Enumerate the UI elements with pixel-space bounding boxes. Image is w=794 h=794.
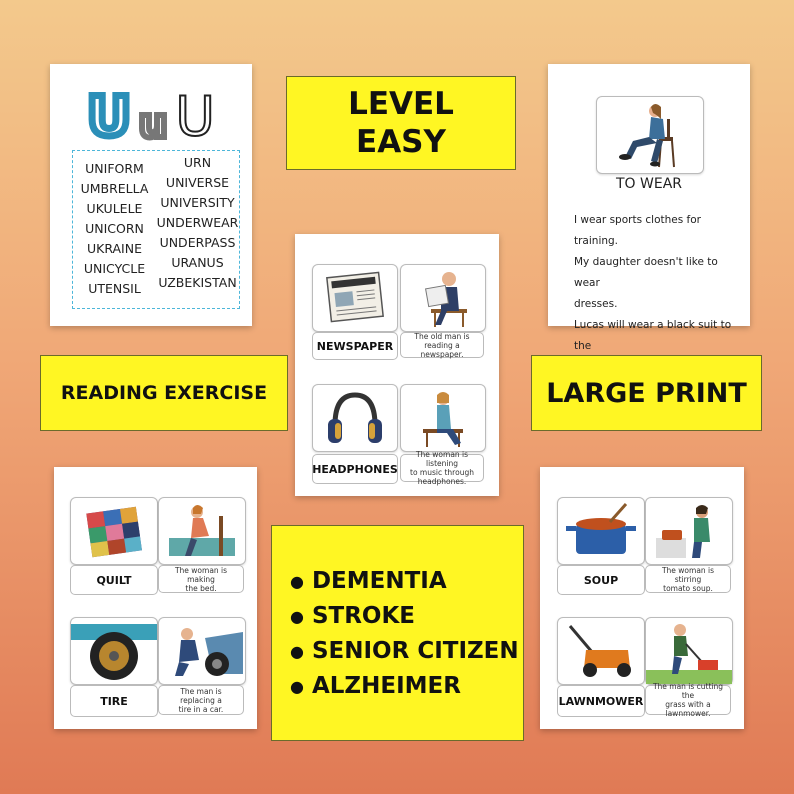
soup-lawnmower-card <box>540 467 744 729</box>
sentence-line: tire in a car. <box>178 704 224 714</box>
word-item: UNIFORM <box>85 161 144 176</box>
sentence-line: Lucas will wear a black suit to the <box>574 319 732 352</box>
soup-picture-frame <box>557 497 645 565</box>
lawnmower-sentence <box>645 682 731 718</box>
lawnmower-picture-frame <box>557 617 645 685</box>
bullet-item: ● STROKE <box>290 599 519 634</box>
newspaper-icon <box>313 265 397 331</box>
sentence-line: dresses. <box>574 298 618 310</box>
letter-u-card <box>50 64 252 326</box>
sentence-line: newspaper. <box>420 349 464 359</box>
headphones-icon <box>313 385 397 451</box>
sentence-line: grass with a <box>665 700 711 709</box>
woman-putting-on-shoe-icon <box>597 97 703 173</box>
to-wear-card <box>548 64 750 352</box>
uppercase-u-blue: U <box>87 85 131 148</box>
woman-stirring-soup-frame <box>645 497 733 565</box>
woman-making-bed-frame <box>158 497 246 565</box>
bullet-text: SENIOR CITIZEN <box>311 638 519 664</box>
bullet-item: ● ALZHEIMER <box>290 669 519 704</box>
lowercase-u-gray: u <box>138 101 168 147</box>
word-item: URANUS <box>171 255 224 270</box>
sentence-line: lawnmower. <box>665 709 711 718</box>
woman-making-bed-icon <box>159 498 245 564</box>
tire-word-label: TIRE <box>70 685 158 717</box>
headphones-sentence <box>400 450 484 486</box>
quilt-tire-card <box>54 467 257 729</box>
bullet-text: ALZHEIMER <box>311 673 461 699</box>
old-man-reading-frame <box>400 264 486 332</box>
headphones-word-label: HEADPHONES <box>312 454 398 484</box>
soup-pot-icon <box>558 498 644 564</box>
headphones-picture-frame <box>312 384 398 452</box>
wear-sentences <box>574 210 744 378</box>
sentence-line: The man is replacing a <box>180 686 222 705</box>
bullet-item: ● DEMENTIA <box>290 564 519 599</box>
word-item: UNICORN <box>85 221 144 236</box>
tire-icon <box>71 618 157 684</box>
word-item: URN <box>183 155 212 170</box>
word-item: UKULELE <box>86 201 143 216</box>
man-cutting-grass-icon <box>646 618 732 684</box>
easy-text: EASY <box>356 124 446 160</box>
bullet-text: DEMENTIA <box>311 568 447 594</box>
quilt-sentence <box>158 565 244 593</box>
bullet-text: STROKE <box>311 603 416 629</box>
woman-listening-frame <box>400 384 486 452</box>
word-column-left <box>73 151 156 308</box>
sentence-line: My daughter doesn't like to wear <box>574 256 718 289</box>
soup-sentence <box>645 565 731 593</box>
man-replacing-tire-icon <box>159 618 245 684</box>
newspaper-word-label: NEWSPAPER <box>312 332 398 360</box>
sentence-line: I wear sports clothes for training. <box>574 214 701 247</box>
newspaper-headphones-card <box>295 234 499 496</box>
sentence-line: the bed. <box>185 583 217 593</box>
sentence-line: tomato soup. <box>663 583 713 593</box>
lawnmower-icon <box>558 618 644 684</box>
wear-title: TO WEAR <box>615 176 682 192</box>
reading-exercise-label: READING EXERCISE <box>40 355 288 431</box>
level-easy-label <box>286 76 516 170</box>
quilt-icon <box>71 498 157 564</box>
woman-stirring-soup-icon <box>646 498 732 564</box>
word-item: UTENSIL <box>88 281 141 296</box>
word-column-right <box>156 151 239 308</box>
soup-word-label: SOUP <box>557 565 645 595</box>
word-item: UKRAINE <box>86 241 142 256</box>
word-item: UNDERPASS <box>159 235 236 250</box>
letter-row <box>50 85 252 148</box>
man-replacing-tire-frame <box>158 617 246 685</box>
large-print-label: LARGE PRINT <box>531 355 762 431</box>
sentence-line: The woman is making <box>174 565 228 584</box>
wear-picture-frame <box>596 96 704 174</box>
word-list-box <box>72 150 240 309</box>
word-item: UNIVERSITY <box>160 195 235 210</box>
tire-sentence <box>158 685 244 715</box>
bullet-item: ● SENIOR CITIZEN <box>290 634 519 669</box>
woman-listening-music-icon <box>401 385 485 451</box>
conditions-panel <box>271 525 524 741</box>
level-text: LEVEL <box>348 86 454 122</box>
newspaper-sentence <box>400 332 484 358</box>
word-item: UMBRELLA <box>80 181 149 196</box>
quilt-word-label: QUILT <box>70 565 158 595</box>
sentence-line: The old man is reading a <box>414 331 470 350</box>
word-item: UZBEKISTAN <box>158 275 237 290</box>
uppercase-u-outline: U <box>175 85 215 148</box>
sentence-line: The woman is listening <box>415 450 469 468</box>
sentence-line: The man is cutting the <box>652 682 724 700</box>
sentence-line: headphones. <box>417 477 467 486</box>
newspaper-picture-frame <box>312 264 398 332</box>
sentence-line: The woman is stirring <box>661 565 715 584</box>
sentence-line: to music through <box>410 468 474 477</box>
lawnmower-word-label: LAWNMOWER <box>557 685 645 717</box>
word-item: UNIVERSE <box>165 175 230 190</box>
old-man-reading-icon <box>401 265 485 331</box>
tire-picture-frame <box>70 617 158 685</box>
word-item: UNDERWEAR <box>156 215 239 230</box>
quilt-picture-frame <box>70 497 158 565</box>
man-mowing-frame <box>645 617 733 685</box>
word-item: UNICYCLE <box>83 261 146 276</box>
conditions-list <box>290 564 519 704</box>
